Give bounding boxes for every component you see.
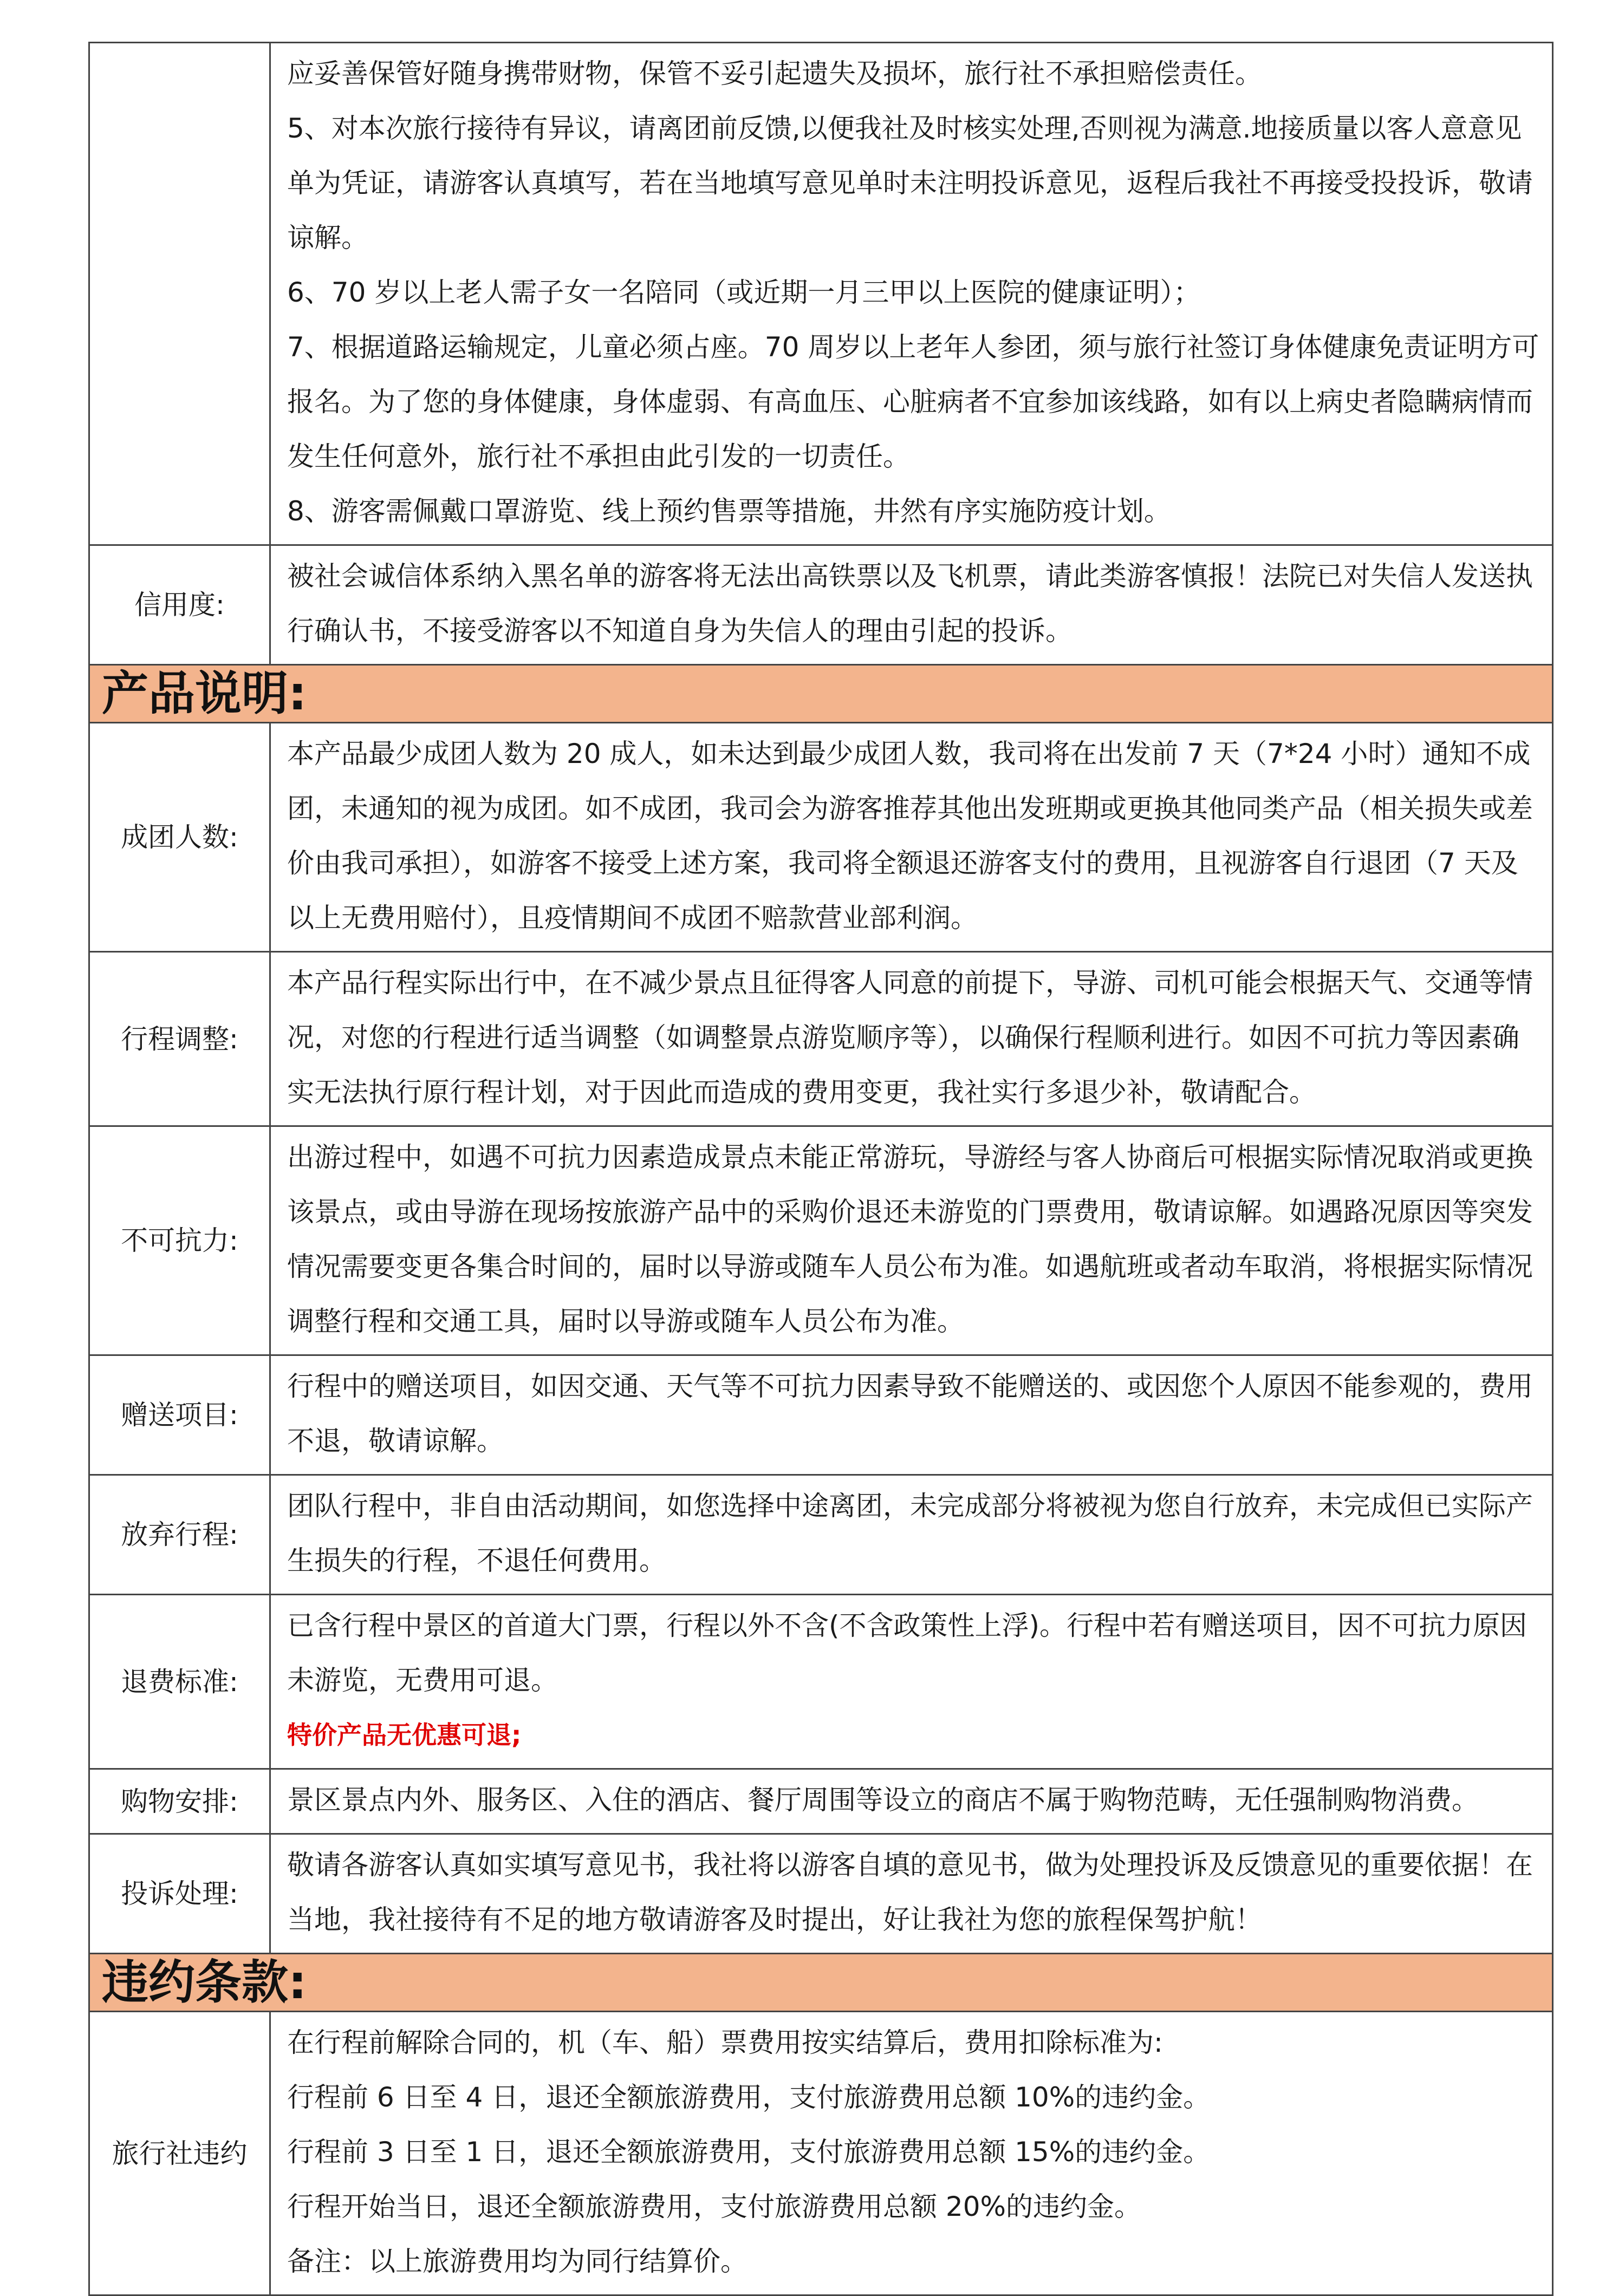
section-title: 违约条款: xyxy=(89,1954,1553,2012)
row-label: 赠送项目: xyxy=(89,1355,270,1475)
breach-line: 行程前 3 日至 1 日，退还全额旅游费用，支付旅游费用总额 15%的违约金。 xyxy=(287,2136,1211,2168)
note-line: 8、游客需佩戴口罩游览、线上预约售票等措施，井然有序实施防疫计划。 xyxy=(287,495,1171,527)
row-text: 本产品最少成团人数为 20 成人，如未达到最少成团人数，我司将在出发前 7 天（7*24 小时）通知不成团，未通知的视为成团。如不成团，我司会为游客推荐其他出发班期或更换其他同类产品（相关损失或差价由我司承担），如游客不接受上述方案，我司将全额退还游客支付的费用，且视游客自行退团（7 天及以上无费用赔付），且疫情期间不成团不赔款营业部利润。 xyxy=(270,723,1553,952)
row-label: 放弃行程: xyxy=(89,1475,270,1595)
row-text: 行程中的赠送项目，如因交通、天气等不可抗力因素导致不能赠送的、或因您个人原因不能参观的，费用不退，敬请谅解。 xyxy=(270,1355,1553,1475)
row-label: 不可抗力: xyxy=(89,1126,270,1355)
special-price-note: 特价产品无优惠可退; xyxy=(287,1720,522,1750)
row-label: 退费标准: xyxy=(89,1595,270,1769)
table-row xyxy=(89,1834,1553,1954)
row-label: 行程调整: xyxy=(89,952,270,1126)
row-text: 已含行程中景区的首道大门票，行程以外不含(不含政策性上浮)。行程中若有赠送项目，因不可抗力原因未游览，无费用可退。 特价产品无优惠可退; xyxy=(270,1595,1553,1769)
section-header-product xyxy=(89,665,1553,723)
note-line: 应妥善保管好随身携带财物，保管不妥引起遗失及损坏，旅行社不承担赔偿责任。 xyxy=(287,58,1262,89)
row-text: 本产品行程实际出行中，在不减少景点且征得客人同意的前提下，导游、司机可能会根据天气、交通等情况，对您的行程进行适当调整（如调整景点游览顺序等），以确保行程顺利进行。如因不可抗力等因素确实无法执行原行程计划，对于因此而造成的费用变更，我社实行多退少补，敬请配合。 xyxy=(270,952,1553,1126)
empty-label-cell xyxy=(89,43,270,545)
row-text: 敬请各游客认真如实填写意见书，我社将以游客自填的意见书，做为处理投诉及反馈意见的重要依据！在当地，我社接待有不足的地方敬请游客及时提出，好让我社为您的旅程保驾护航！ xyxy=(270,1834,1553,1954)
row-label: 购物安排: xyxy=(89,1769,270,1834)
table-row-breach xyxy=(89,2012,1553,2295)
table-row xyxy=(89,1355,1553,1475)
row-text: 团队行程中，非自由活动期间，如您选择中途离团，未完成部分将被视为您自行放弃，未完成但已实际产生损失的行程，不退任何费用。 xyxy=(270,1475,1553,1595)
row-text: 被社会诚信体系纳入黑名单的游客将无法出高铁票以及飞机票，请此类游客慎报！法院已对失信人发送执行确认书，不接受游客以不知道自身为失信人的理由引起的投诉。 xyxy=(270,545,1553,665)
table-row xyxy=(89,1595,1553,1769)
row-text: 出游过程中，如遇不可抗力因素造成景点未能正常游玩，导游经与客人协商后可根据实际情况取消或更换该景点，或由导游在现场按旅游产品中的采购价退还未游览的门票费用，敬请谅解。如遇路况原因等突发情况需要变更各集合时间的，届时以导游或随车人员公布为准。如遇航班或者动车取消，将根据实际情况调整行程和交通工具，届时以导游或随车人员公布为准。 xyxy=(270,1126,1553,1355)
table-row-notes-continued xyxy=(89,43,1553,545)
breach-line: 行程前 6 日至 4 日，退还全额旅游费用，支付旅游费用总额 10%的违约金。 xyxy=(287,2082,1211,2113)
row-label: 成团人数: xyxy=(89,723,270,952)
breach-line: 备注：以上旅游费用均为同行结算价。 xyxy=(287,2246,748,2277)
note-line: 6、70 岁以上老人需子女一名陪同（或近期一月三甲以上医院的健康证明）； xyxy=(287,277,1201,308)
breach-line: 行程开始当日，退还全额旅游费用，支付旅游费用总额 20%的违约金。 xyxy=(287,2191,1142,2222)
section-title: 产品说明: xyxy=(89,665,1553,723)
table-row xyxy=(89,952,1553,1126)
table-row xyxy=(89,1126,1553,1355)
row-label: 投诉处理: xyxy=(89,1834,270,1954)
table-row xyxy=(89,1769,1553,1834)
row-text xyxy=(270,2012,1553,2295)
row-label: 信用度: xyxy=(89,545,270,665)
table-row xyxy=(89,1475,1553,1595)
note-line: 7、根据道路运输规定，儿童必须占座。70 周岁以上老年人参团，须与旅行社签订身体健康免责证明方可报名。为了您的身体健康，身体虚弱、有高血压、心脏病者不宜参加该线路，如有以上病史者隐瞒病情而发生任何意外，旅行社不承担由此引发的一切责任。 xyxy=(287,331,1539,472)
row-text: 景区景点内外、服务区、入住的酒店、餐厅周围等设立的商店不属于购物范畴，无任强制购物消费。 xyxy=(270,1769,1553,1834)
table-row-credit xyxy=(89,545,1553,665)
notes-continued-cell xyxy=(270,43,1553,545)
row-label: 旅行社违约 xyxy=(89,2012,270,2295)
table-row xyxy=(89,723,1553,952)
section-header-breach xyxy=(89,1954,1553,2012)
itinerary-terms-table xyxy=(88,42,1554,2296)
note-line: 5、对本次旅行接待有异议，请离团前反馈,以便我社及时核实处理,否则视为满意.地接质量以客人意意见单为凭证，请游客认真填写，若在当地填写意见单时未注明投诉意见，返程后我社不再接受投投诉，敬请谅解。 xyxy=(287,113,1533,253)
breach-line: 在行程前解除合同的，机（车、船）票费用按实结算后，费用扣除标准为: xyxy=(287,2027,1163,2058)
